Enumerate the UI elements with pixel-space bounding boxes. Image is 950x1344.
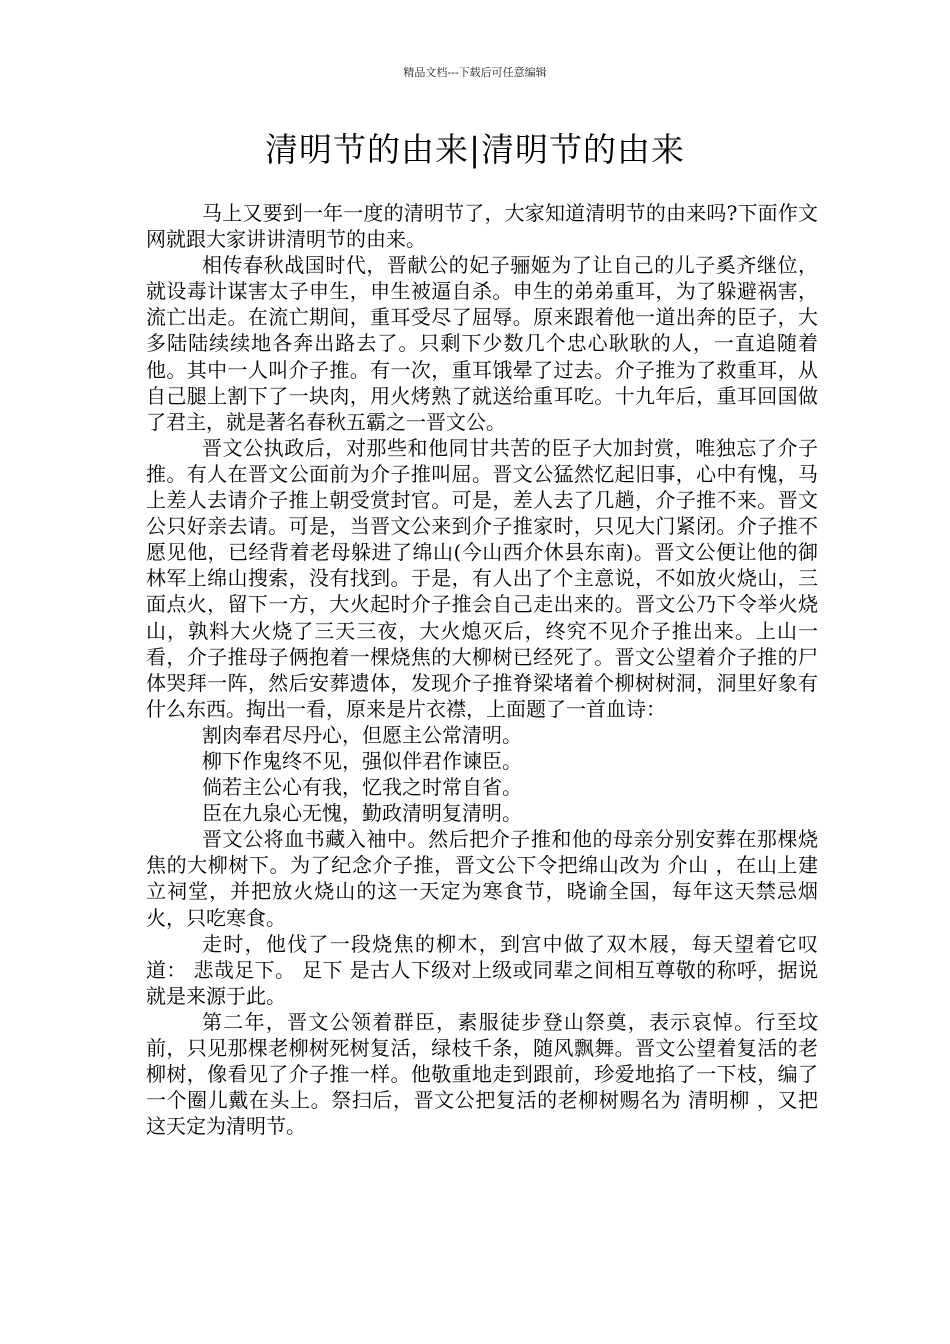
document-body (146, 200, 818, 1139)
paragraph-intro: 马上又要到一年一度的清明节了，大家知道清明节的由来吗?下面作文网就跟大家讲讲清明节的由来。 (146, 201, 818, 252)
poem-line-4: 臣在九泉心无愧，勤政清明复清明。 (202, 801, 522, 826)
paragraph-clogs: 走时，他伐了一段烧焦的柳木，到宫中做了双木屐，每天望着它叹道： 悲哉足下。 足下 是古人下级对上级或同辈之间相互尊敬的称呼，据说就是来源于此。 (146, 931, 818, 1008)
paragraph-qingming-willow: 第二年，晋文公领着群臣，素服徒步登山祭奠，表示哀悼。行至坟前，只见那棵老柳树死树复活，绿枝千条，随风飘舞。晋文公望着复活的老柳树，像看见了介子推一样。他敬重地走到跟前，珍爱地掐了一下枝，编了一个圈儿戴在头上。祭扫后，晋文公把复活的老柳树赐名为 清明柳 ，又把这天定为清明节。 (146, 1009, 818, 1139)
paragraph-jin-wengong: 晋文公执政后，对那些和他同甘共苦的臣子大加封赏，唯独忘了介子推。有人在晋文公面前为介子推叫屈。晋文公猛然忆起旧事，心中有愧，马上差人去请介子推上朝受赏封官。可是，差人去了几趟，介子推不来。晋文公只好亲去请。可是，当晋文公来到介子推家时，只见大门紧闭。介子推不愿见他，已经背着老母躲进了绵山(今山西介休县东南)。晋文公便让他的御林军上绵山搜索，没有找到。于是，有人出了个主意说，不如放火烧山，三面点火，留下一方，大火起时介子推会自己走出来的。晋文公乃下令举火烧山，孰料大火烧了三天三夜，大火熄灭后，终究不见介子推出来。上山一看，介子推母子俩抱着一棵烧焦的大柳树已经死了。晋文公望着介子推的尸体哭拜一阵，然后安葬遗体，发现介子推脊梁堵着个柳树树洞，洞里好象有什么东西。掏出一看，原来是片衣襟，上面题了一首血诗： (146, 435, 818, 721)
poem-line-3: 倘若主公心有我，忆我之时常自省。 (202, 775, 522, 800)
page-header: 精品文档---下载后可任意编辑 (403, 66, 547, 79)
poem-line-2: 柳下作鬼终不见，强似伴君作谏臣。 (202, 748, 522, 773)
paragraph-burial: 晋文公将血书藏入袖中。然后把介子推和他的母亲分别安葬在那棵烧焦的大柳树下。为了纪念介子推，晋文公下令把绵山改为 介山 ，在山上建立祠堂，并把放火烧山的这一天定为寒食节，晓谕全国，每年这天禁忌烟火，只吃寒食。 (146, 827, 818, 930)
poem-line-1: 割肉奉君尽丹心，但愿主公常清明。 (202, 722, 522, 747)
paragraph-legend: 相传春秋战国时代，晋献公的妃子骊姬为了让自己的儿子奚齐继位，就设毒计谋害太子申生，申生被逼自杀。申生的弟弟重耳，为了躲避祸害，流亡出走。在流亡期间，重耳受尽了屈辱。原来跟着他一道出奔的臣子，大多陆陆续续地各奔出路去了。只剩下少数几个忠心耿耿的人，一直追随着他。其中一人叫介子推。有一次，重耳饿晕了过去。介子推为了救重耳，从自己腿上割下了一块肉，用火烤熟了就送给重耳吃。十九年后，重耳回国做了君主，就是著名春秋五霸之一晋文公。 (146, 253, 818, 434)
document-title: 清明节的由来|清明节的由来 (264, 130, 686, 169)
